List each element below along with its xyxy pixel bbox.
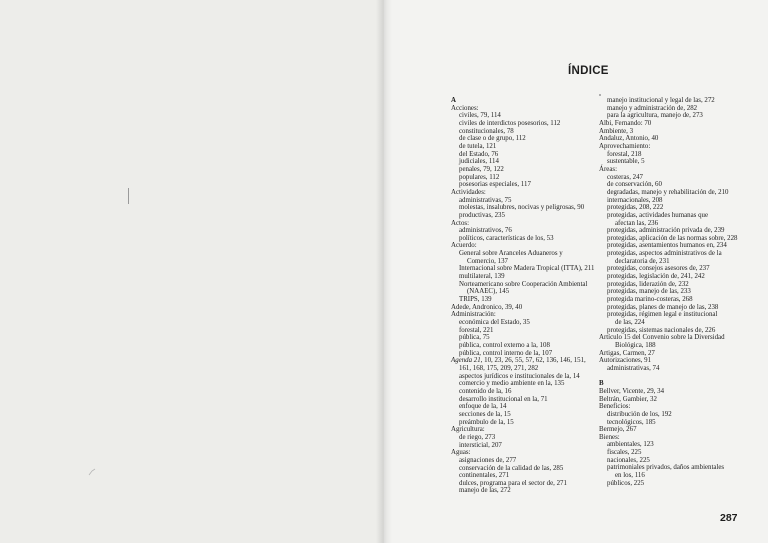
index-entry: Actos: xyxy=(451,219,469,227)
index-subentry: económica del Estado, 35 xyxy=(459,319,530,327)
index-entry: Autorizaciones, 91 xyxy=(599,357,652,365)
smudge-icon xyxy=(88,468,96,476)
index-subentry: aspectos jurídicos e institucionales de la, 14 xyxy=(459,372,580,380)
index-subentry: degradadas, manejo y rehabilitación de, 210 xyxy=(607,188,729,196)
index-subentry: administrativas, 74 xyxy=(607,364,660,372)
index-subentry: manejo y administración de, 282 xyxy=(607,104,698,112)
index-entry: Aguas: xyxy=(451,449,471,457)
index-subentry: administrativos, 76 xyxy=(459,227,512,235)
dust-speck-icon xyxy=(599,94,601,96)
index-subentry: protegidas, régimen legal e institucional xyxy=(607,311,718,319)
index-subentry: sustentable, 5 xyxy=(607,158,645,166)
index-subentry: de conservación, 60 xyxy=(607,181,662,189)
index-subentry: protegidas, actividades humanas que xyxy=(607,211,709,219)
index-subentry: manejo de las, 272 xyxy=(459,487,511,495)
index-subentry: protegidas, manejo de las, 233 xyxy=(607,288,691,296)
index-subentry: administrativas, 75 xyxy=(459,196,512,204)
index-subentry: (NAAEC), 145 xyxy=(467,288,510,296)
index-subentry: Comercio, 137 xyxy=(467,257,508,265)
index-subentry: comercio y medio ambiente en la, 135 xyxy=(459,380,565,388)
index-subentry: tecnológicos, 185 xyxy=(607,418,656,426)
section-gap xyxy=(599,373,759,381)
index-entry: Acciones: xyxy=(451,104,479,112)
index-entry: Adede, Andronico, 39, 40 xyxy=(451,303,523,311)
index-entry: Bellver, Vicente, 29, 34 xyxy=(599,387,665,395)
index-subentry: productivas, 235 xyxy=(459,211,505,219)
index-subentry: civiles, 79, 114 xyxy=(459,112,501,120)
index-entry: Agenda 21, 10, 23, 26, 55, 57, 62, 136, 146, 151, xyxy=(451,357,586,365)
index-subentry: de riego, 273 xyxy=(459,433,496,441)
index-subentry: Biológica, 188 xyxy=(615,342,656,349)
index-subentry: intersticial, 207 xyxy=(459,441,502,449)
index-subentry: ambientales, 123 xyxy=(607,441,654,449)
index-subentry: contenido de la, 16 xyxy=(459,387,512,395)
index-subentry: forestal, 221 xyxy=(459,326,494,334)
index-subentry: protegidas, liderazión de, 232 xyxy=(607,280,689,288)
index-subentry: pública, control externo a la, 108 xyxy=(459,342,550,349)
index-subentry: Internacional sobre Madera Tropical (ITTA), 211 xyxy=(459,265,595,273)
index-subentry: 161, 168, 175, 209, 271, 282 xyxy=(459,364,539,372)
index-subentry: políticos, características de los, 53 xyxy=(459,234,554,242)
index-subentry: costeras, 247 xyxy=(607,173,643,181)
pencil-mark-icon xyxy=(127,188,130,204)
index-entry: Aprovechamiento: xyxy=(599,142,651,150)
index-entry: Bienes: xyxy=(599,433,620,441)
index-subentry: General sobre Aranceles Aduaneros y xyxy=(459,250,563,258)
index-subentry: para la agricultura, manejo de, 273 xyxy=(607,112,703,120)
index-subentry: de las, 224 xyxy=(615,319,645,327)
index-subentry: protegidas, administración privada de, 239 xyxy=(607,227,725,235)
index-subentry: penales, 79, 122 xyxy=(459,165,504,173)
index-subentry: secciones de la, 15 xyxy=(459,410,511,418)
index-column-left xyxy=(451,97,596,495)
index-entry: Administración: xyxy=(451,311,496,319)
index-letter-heading: B xyxy=(599,380,604,388)
index-entry: Acuerdo: xyxy=(451,242,477,250)
index-entry: Beltrán, Gambier, 32 xyxy=(599,395,657,403)
index-entry: Albi, Fernando: 70 xyxy=(599,119,652,127)
index-subentry: nacionales, 225 xyxy=(607,456,650,464)
index-subentry: pública, 75 xyxy=(459,334,490,342)
index-entry: Áreas: xyxy=(599,165,617,173)
index-subentry: protegidas, planes de manejo de las, 238 xyxy=(607,303,719,311)
index-subentry: Norteamericano sobre Cooperación Ambiental xyxy=(459,280,588,288)
index-subentry: protegidas, asentamientos humanos en, 234 xyxy=(607,242,727,250)
index-subentry: posesorias especiales, 117 xyxy=(459,181,531,189)
index-subentry: constitucionales, 78 xyxy=(459,127,514,135)
index-subentry: continentales, 271 xyxy=(459,472,510,480)
index-subentry: declaratoria de, 231 xyxy=(615,257,670,265)
index-subentry: conservación de la calidad de las, 285 xyxy=(459,464,564,472)
index-subentry: manejo institucional y legal de las, 272 xyxy=(607,97,715,104)
index-subentry: judiciales, 114 xyxy=(459,158,499,166)
index-subentry: forestal, 218 xyxy=(607,150,642,158)
index-subentry: del Estado, 76 xyxy=(459,150,499,158)
index-subentry: enfoque de la, 14 xyxy=(459,403,507,411)
index-subentry: de clase o de grupo, 112 xyxy=(459,135,526,143)
index-entry: Actividades: xyxy=(451,188,486,196)
index-subentry: civiles de interdictos posesorios, 112 xyxy=(459,119,561,127)
index-entry: Andaluz, Antonio, 40 xyxy=(599,135,659,143)
index-entry: Artigas, Carmen, 27 xyxy=(599,349,655,357)
index-subentry: preámbulo de la, 15 xyxy=(459,418,514,426)
page-title: ÍNDICE xyxy=(568,65,609,77)
index-subentry: protegidas, consejos asesores de, 237 xyxy=(607,265,710,273)
index-subentry: en los, 116 xyxy=(615,472,645,480)
index-subentry: protegida marino-costeras, 268 xyxy=(607,296,693,304)
index-subentry: multilateral, 139 xyxy=(459,273,505,281)
index-subentry: protegidas, aspectos administrativos de la xyxy=(607,250,722,258)
index-subentry: desarrollo institucional en la, 71 xyxy=(459,395,548,403)
index-subentry: dulces, programa para el sector de, 271 xyxy=(459,479,567,487)
index-entry: Bermejo, 267 xyxy=(599,426,637,434)
index-subentry: de tutela, 121 xyxy=(459,142,497,150)
index-subentry: protegidas, aplicación de las normas sobre, 228 xyxy=(607,234,738,242)
index-entry: Ambiente, 3 xyxy=(599,127,634,135)
index-letter-heading: A xyxy=(451,97,456,104)
index-subentry: internacionales, 208 xyxy=(607,196,663,204)
index-subentry: públicos, 225 xyxy=(607,479,645,487)
index-entry: Beneficios: xyxy=(599,403,631,411)
index-subentry: afectan las, 236 xyxy=(615,219,659,227)
index-subentry: distribución de los, 192 xyxy=(607,410,672,418)
index-subentry: patrimoniales privados, daños ambientales xyxy=(607,464,725,472)
index-entry: Artículo 15 del Convenio sobre la Diversidad xyxy=(599,334,725,342)
page-number: 287 xyxy=(720,512,738,524)
index-subentry: protegidas, 208, 222 xyxy=(607,204,664,212)
index-subentry: molestas, insalubres, nocivas y peligrosas, 90 xyxy=(459,204,585,212)
index-subentry: protegidas, legislación de, 241, 242 xyxy=(607,273,705,281)
index-entry: Agricultura: xyxy=(451,426,485,434)
index-subentry: fiscales, 225 xyxy=(607,449,642,457)
index-column-right xyxy=(599,97,759,487)
book-gutter-shadow xyxy=(376,0,392,543)
index-subentry: protegidas, sistemas nacionales de, 226 xyxy=(607,326,716,334)
index-subentry: pública, control interno de la, 107 xyxy=(459,349,553,357)
index-subentry: populares, 112 xyxy=(459,173,500,181)
index-subentry: TRIPS, 139 xyxy=(459,296,492,304)
index-subentry: asignaciones de, 277 xyxy=(459,456,517,464)
